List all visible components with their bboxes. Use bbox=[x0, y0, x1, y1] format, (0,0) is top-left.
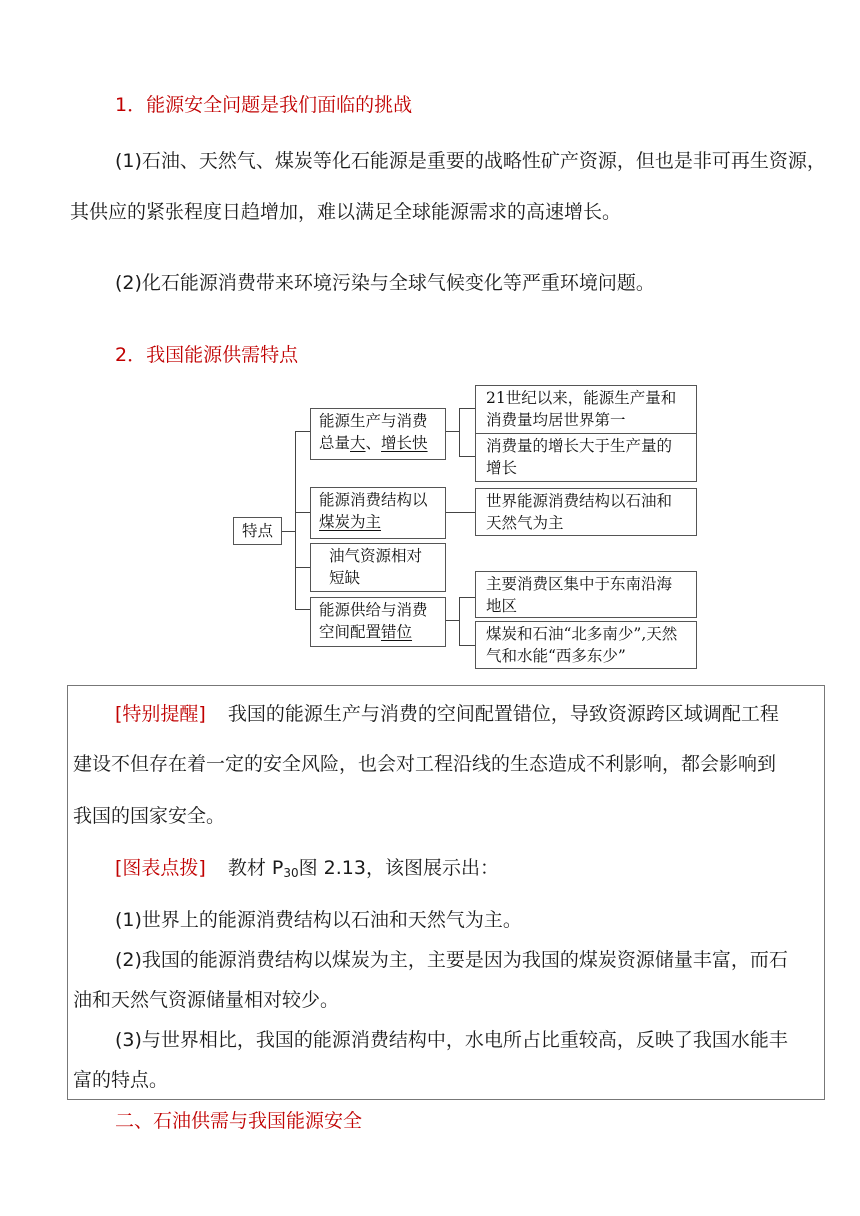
note-line-2: 建设不但存在着一定的安全风险，也会对工程沿线的生态造成不利影响，都会影响到 bbox=[73, 753, 777, 775]
connector bbox=[459, 597, 475, 598]
diagram-root-box bbox=[233, 517, 282, 545]
connector bbox=[446, 620, 460, 621]
connector bbox=[295, 431, 310, 432]
diagram-root-label: 特点 bbox=[241, 522, 273, 540]
sub-box-north-south-east-west-text: 煤炭和石油“北多南少”,天然气和水能“西多东少” bbox=[486, 625, 678, 665]
sub-box-north-south-east-west bbox=[475, 621, 697, 669]
connector bbox=[446, 431, 460, 432]
connector bbox=[282, 531, 296, 532]
branch-oil-gas-shortage-text: 油气资源相对短缺 bbox=[329, 547, 423, 587]
connector bbox=[446, 512, 475, 513]
connector bbox=[295, 609, 310, 610]
sub-box-world-first bbox=[475, 385, 697, 434]
branch-consumption-structure bbox=[310, 487, 446, 539]
underlined-text: 煤炭为主 bbox=[319, 513, 382, 531]
section-heading-oil-supply: 二、石油供需与我国能源安全 bbox=[115, 1110, 363, 1132]
connector bbox=[459, 408, 460, 456]
note-text-2-pre: 教材 P bbox=[227, 857, 284, 879]
note-line-1 bbox=[115, 699, 779, 726]
text: 、 bbox=[365, 434, 382, 452]
branch-total-volume-line1: 能源生产与消费 bbox=[319, 412, 428, 430]
sub-box-consumption-growth-text: 消费量的增长大于生产量的增长 bbox=[486, 437, 673, 477]
branch-total-volume-line2 bbox=[319, 432, 437, 454]
branch-consumption-structure-line1: 能源消费结构以 bbox=[319, 491, 428, 509]
underlined-text: 错位 bbox=[381, 623, 413, 641]
note-line-4 bbox=[115, 853, 499, 880]
connector bbox=[459, 645, 475, 646]
sub-box-southeast-coast-text: 主要消费区集中于东南沿海地区 bbox=[486, 575, 673, 615]
underlined-text: 大 bbox=[350, 434, 366, 452]
underlined-text: 增长快 bbox=[381, 434, 428, 452]
section-heading-supply-demand: 2．我国能源供需特点 bbox=[115, 344, 299, 366]
branch-spatial-mismatch-line1: 能源供给与消费 bbox=[319, 601, 428, 619]
connector bbox=[459, 456, 475, 457]
text: 空间配置 bbox=[319, 623, 382, 641]
paragraph-environment-problem: (2)化石能源消费带来环境污染与全球气候变化等严重环境问题。 bbox=[115, 272, 655, 294]
sub-box-world-first-text: 21世纪以来，能源生产量和消费量均居世界第一 bbox=[486, 389, 677, 429]
note-item-2-line2: 油和天然气资源储量相对较少。 bbox=[73, 989, 340, 1011]
note-line-3: 我国的国家安全。 bbox=[73, 805, 226, 827]
connector bbox=[459, 408, 475, 409]
note-item-3-line1: (3)与世界相比，我国的能源消费结构中，水电所占比重较高，反映了我国水能丰 bbox=[115, 1029, 788, 1051]
note-text-2-post: 图 2.13，该图展示出： bbox=[298, 857, 499, 879]
note-text-1: 我国的能源生产与消费的空间配置错位，导致资源跨区域调配工程 bbox=[227, 703, 779, 725]
tag-special-reminder: [特别提醒] bbox=[115, 703, 206, 725]
branch-spatial-mismatch bbox=[310, 597, 446, 647]
page-subscript: 30 bbox=[283, 866, 299, 880]
connector bbox=[295, 512, 310, 513]
note-item-3-line2: 富的特点。 bbox=[73, 1069, 169, 1091]
paragraph-fossil-energy: (1)石油、天然气、煤炭等化石能源是重要的战略性矿产资源，但也是非可再生资源，其供应的紧张程度日趋增加，难以满足全球能源需求的高速增长。 bbox=[70, 150, 826, 223]
tag-chart-tips: [图表点拨] bbox=[115, 857, 206, 879]
branch-consumption-structure-line2 bbox=[319, 511, 437, 533]
note-item-2-line1: (2)我国的能源消费结构以煤炭为主，主要是因为我国的煤炭资源储量丰富，而石 bbox=[115, 949, 788, 971]
sub-box-consumption-growth bbox=[475, 433, 697, 482]
note-item-1: (1)世界上的能源消费结构以石油和天然气为主。 bbox=[115, 909, 522, 931]
sub-box-southeast-coast bbox=[475, 571, 697, 618]
connector bbox=[295, 567, 310, 568]
sub-box-world-structure bbox=[475, 488, 697, 536]
sub-box-world-structure-text: 世界能源消费结构以石油和天然气为主 bbox=[486, 492, 673, 532]
connector bbox=[295, 431, 296, 610]
branch-total-volume bbox=[310, 408, 446, 460]
text: 总量 bbox=[319, 434, 351, 452]
connector bbox=[459, 597, 460, 645]
branch-spatial-mismatch-line2 bbox=[319, 621, 437, 643]
branch-oil-gas-shortage bbox=[310, 543, 446, 592]
section-heading-energy-security: 1．能源安全问题是我们面临的挑战 bbox=[115, 94, 413, 116]
